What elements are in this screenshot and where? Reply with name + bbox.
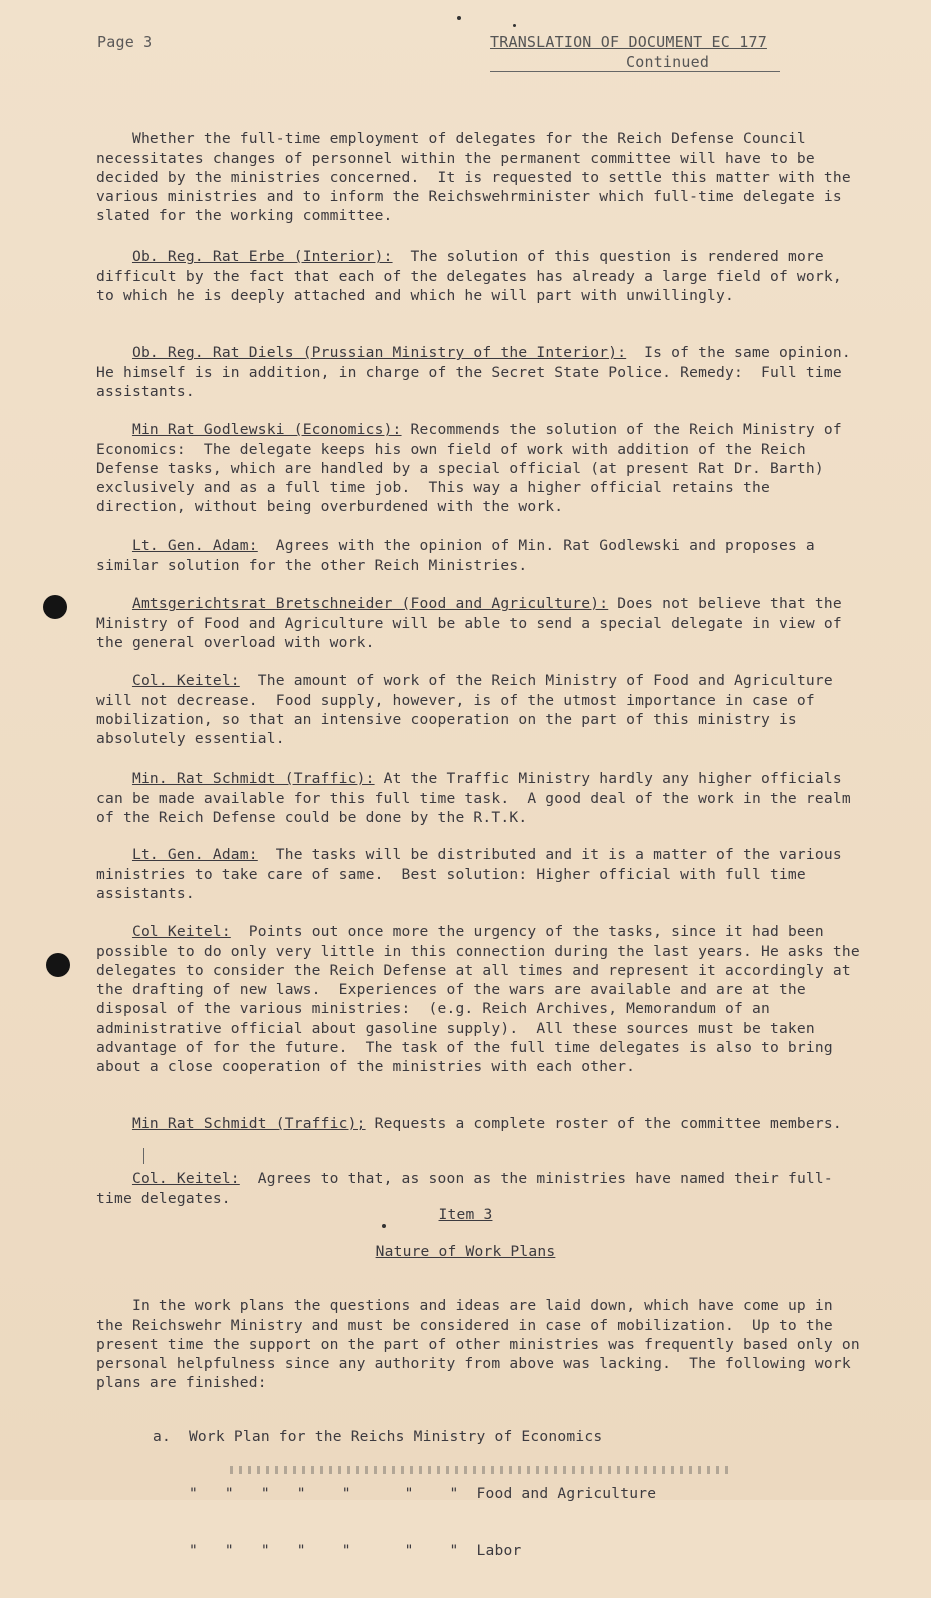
speaker-label: Min Rat Schmidt (Traffic); (131, 1115, 366, 1133)
speaker-label: Ob. Reg. Rat Diels (Prussian Ministry of the Interior): (131, 344, 627, 362)
document-subtitle: Continued (626, 53, 710, 71)
punch-hole (46, 953, 70, 977)
paragraph-text: Requests a complete roster of the committee members. (365, 1115, 842, 1133)
page-number: Page 3 (97, 33, 153, 51)
list-item: " " " " " " " Labor (153, 1542, 522, 1559)
document-title: TRANSLATION OF DOCUMENT EC 177 (490, 33, 767, 51)
paragraph-text: The tasks will be distributed and it is a matter of the various ministries to take care of same. Best solution: Higher official with full time assistants. (96, 846, 851, 902)
paragraph-intro (96, 110, 866, 245)
paragraph-text: In the work plans the questions and ideas are laid down, which have come up in the Reichswehr Ministry and must be considered in case of mobilization. Up to the present time the support on the part of other ministries was frequently based only on personal helpfulness since any authority from above was lacking. The following work plans are finished: (96, 1297, 869, 1392)
paragraph-text: Does not believe that the Ministry of Food and Agriculture will be able to send a special delegate in view of the general overload with work. (96, 595, 851, 651)
paragraph-text: Recommends the solution of the Reich Ministry of Economics: The delegate keeps his own field of work with addition of the Reich Defense tasks, which are handled by a special official (at present Rat Dr. Barth) exclusively and as a full time job. This way a higher official retains the direction, without being overburdened with the work. (96, 421, 851, 516)
paragraph-text: Whether the full-time employment of delegates for the Reich Defense Council necessitates changes of personnel within the permanent committee will have to be decided by the ministries concerned. It is requested to settle this matter with the various ministries and to inform the Reichswehrminister which full-time delegate is slated for the working committee. (96, 130, 860, 225)
paragraph-keitel-2 (96, 903, 869, 1096)
speaker-label: Min. Rat Schmidt (Traffic): (131, 770, 375, 788)
ink-speck (513, 24, 516, 27)
work-plan-list (153, 1389, 656, 1598)
paragraph-text: The solution of this question is rendered more difficult by the fact that each of the delegates has already a large field of work, to which he is deeply attached and which he will part with unwillingly. (96, 248, 851, 304)
speaker-label: Col Keitel: (131, 923, 231, 941)
list-item: a. Work Plan for the Reichs Ministry of Economics (153, 1428, 603, 1445)
paragraph-text: Agrees to that, as soon as the ministries have named their full-time delegates. (96, 1170, 833, 1207)
illegible-footer-line (230, 1466, 730, 1474)
paragraph-schmidt-2 (96, 1095, 866, 1153)
paragraph-text: Agrees with the opinion of Min. Rat Godlewski and proposes a similar solution for the other Reich Ministries. (96, 537, 824, 574)
paragraph-text: Is of the same opinion. He himself is in addition, in charge of the Secret State Police. Remedy: Full time assistants. (96, 344, 869, 400)
punch-hole (43, 595, 67, 619)
speaker-label: Col. Keitel: (131, 672, 240, 690)
item-heading: Nature of Work Plans (375, 1243, 556, 1260)
speaker-label: Min Rat Godlewski (Economics): (131, 421, 402, 439)
paragraph-erbe (96, 228, 866, 324)
speaker-label: Lt. Gen. Adam: (131, 537, 258, 555)
paragraph-godlewski (96, 401, 866, 536)
paragraph-text: At the Traffic Ministry hardly any higher officials can be made available for this full time task. A good deal of the work in the realm of the Reich Defense could be done by the R.T.K. (96, 770, 860, 826)
item-label: Item 3 (438, 1206, 493, 1223)
list-item: " " " " " " " Food and Agriculture (153, 1485, 657, 1502)
speaker-label: Ob. Reg. Rat Erbe (Interior): (131, 248, 393, 266)
ink-speck (457, 16, 461, 20)
speaker-label: Amtsgerichtsrat Bretschneider (Food and Agriculture): (131, 595, 609, 613)
speaker-label: Col. Keitel: (131, 1170, 240, 1188)
ink-speck (382, 1224, 386, 1228)
paragraph-text: Points out once more the urgency of the tasks, since it had been possible to do only very little in this connection during the last years. He asks the delegates to consider the Reich Defense at all times and represent it accordingly at the drafting of new laws. Experiences of the wars are available and are at the disposal of the various ministries: (e.g. Reich Archives, Memorandum of an administrative official about gasoline supply). All these sources must be taken advantage of for the future. The task of the full time delegates is also to bring about a close cooperation of the ministries with each other. (96, 923, 869, 1076)
speaker-label: Lt. Gen. Adam: (131, 846, 258, 864)
paragraph-text: The amount of work of the Reich Ministry of Food and Agriculture will not decrease. Food supply, however, is of the utmost importance in case of mobilization, so that an intensive cooperation on the part of this ministry is absolutely essential. (96, 672, 842, 748)
document-title-block (490, 33, 780, 71)
title-rule (490, 71, 780, 72)
